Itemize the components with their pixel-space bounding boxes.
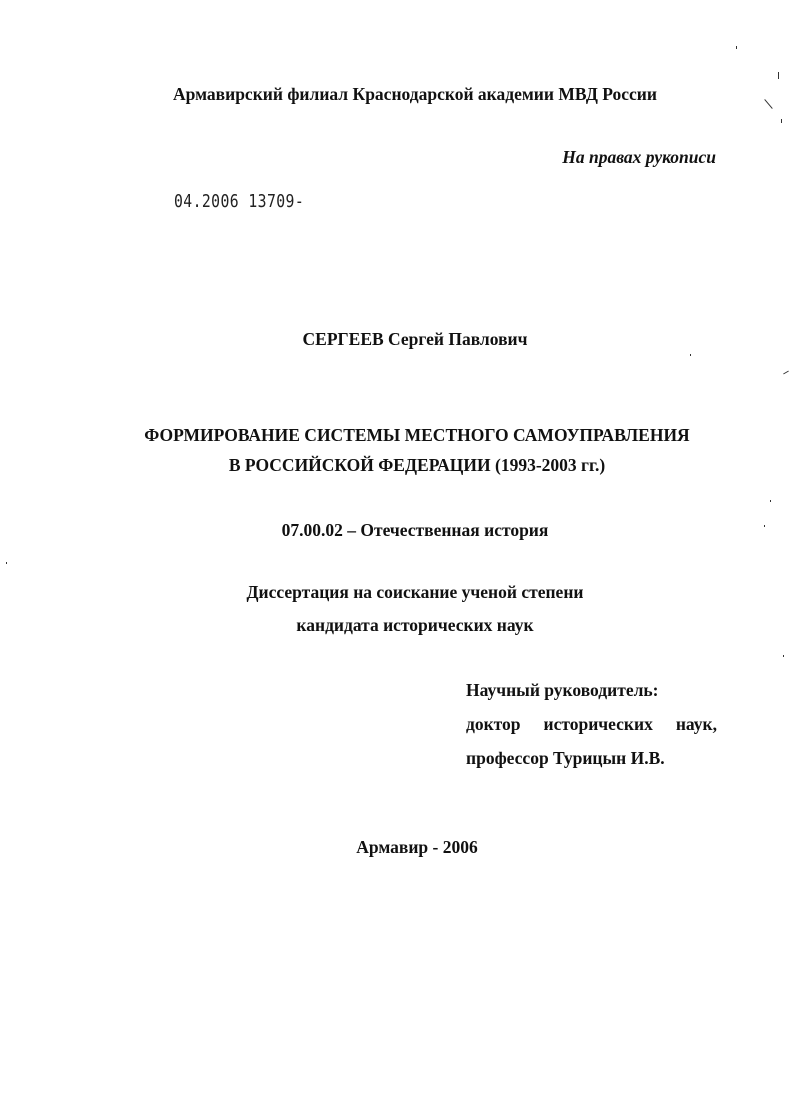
- scan-speck: [783, 655, 784, 657]
- dissertation-title-line-1: ФОРМИРОВАНИЕ СИСТЕМЫ МЕСТНОГО САМОУПРАВЛЕНИЯ: [144, 425, 690, 445]
- scan-speck: [781, 119, 782, 123]
- scan-speck: [764, 525, 765, 527]
- supervisor-rank: доктор исторических наук,: [466, 714, 717, 734]
- manuscript-note: На правах рукописи: [562, 147, 716, 167]
- specialty-code: 07.00.02 – Отечественная история: [281, 520, 549, 540]
- library-stamp-number: 04.2006 13709-: [174, 191, 305, 212]
- institution-name: Армавирский филиал Краснодарской академии МВД России: [173, 84, 657, 104]
- supervisor-block: [466, 679, 717, 781]
- city-year: Армавир - 2006: [356, 837, 478, 857]
- scan-speck: [778, 72, 779, 79]
- scan-speck: [736, 46, 737, 49]
- scan-speck: [783, 371, 789, 375]
- dissertation-title-line-2: В РОССИЙСКОЙ ФЕДЕРАЦИИ (1993-2003 гг.): [228, 455, 606, 475]
- supervisor-heading: Научный руководитель:: [466, 680, 659, 700]
- degree-line-2: кандидата исторических наук: [296, 615, 534, 635]
- supervisor-name: профессор Турицын И.В.: [466, 748, 665, 768]
- author-name: СЕРГЕЕВ Сергей Павлович: [302, 329, 528, 349]
- degree-line-1: Диссертация на соискание ученой степени: [246, 582, 584, 602]
- scan-speck: [6, 562, 7, 564]
- scan-speck: [770, 500, 771, 502]
- scan-speck: [690, 354, 691, 356]
